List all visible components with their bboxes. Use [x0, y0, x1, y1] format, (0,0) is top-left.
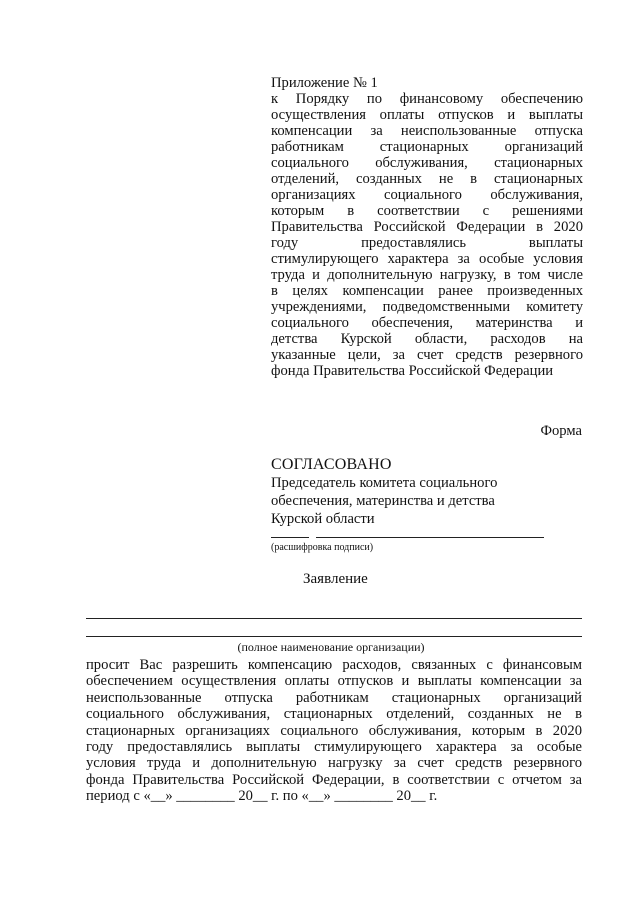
annex-line: году предоставлялись выплаты: [271, 235, 583, 251]
annex-line: Приложение № 1: [271, 75, 378, 91]
approval-title: СОГЛАСОВАНО: [271, 456, 392, 473]
signature-name-line[interactable]: [316, 537, 544, 538]
statement-body: [86, 657, 582, 805]
statement-title: Заявление: [303, 571, 368, 587]
statement-line: просит Вас разрешить компенсацию расходов, связанных с финансовым: [86, 657, 582, 673]
annex-line: в целях компенсации ранее произведенных: [271, 283, 583, 299]
annex-line: труда и дополнительную нагрузку, в том числе: [271, 267, 583, 283]
signature-line[interactable]: [271, 537, 309, 538]
statement-line: социального обслуживания, стационарных отделений, созданных не в: [86, 706, 582, 723]
approval-block: [271, 456, 601, 528]
annex-line: учреждениями, подведомственными комитету: [271, 299, 583, 315]
annex-line: отделений, созданных не в стационарных: [271, 171, 583, 187]
annex-line: работникам стационарных организаций: [271, 139, 583, 155]
annex-line: которым в соответствии с решениями: [271, 203, 583, 219]
statement-line: период с «__» ________ 20__ г. по «__» ________ 20__ г.: [86, 788, 438, 805]
org-name-caption: [0, 640, 640, 655]
annex-line: фонда Правительства Российской Федерации: [271, 363, 554, 379]
org-name-line[interactable]: [86, 618, 582, 619]
approval-line: обеспечения, материнства и детства: [271, 493, 495, 509]
statement-line: стационарных организациях социального обслуживания, которым в 2020: [86, 722, 582, 739]
statement-line: условия труда и дополнительную нагрузку за счет средств резервного: [86, 755, 582, 772]
approval-line: Председатель комитета социального: [271, 475, 498, 491]
annex-line: указанные цели, за счет средств резервного: [271, 347, 583, 363]
annex-heading: [271, 75, 583, 379]
annex-line: социального обеспечения, материнства и: [271, 315, 583, 331]
annex-line: детства Курской области, расходов на: [271, 331, 583, 347]
annex-line: осуществления оплаты отпусков и выплаты: [271, 107, 583, 123]
signature-caption: (расшифровка подписи): [271, 542, 374, 553]
annex-line: к Порядку по финансовому обеспечению: [271, 91, 583, 107]
statement-line: году предоставлялись выплаты стимулирующего характера за особые: [86, 739, 582, 756]
annex-line: организациях социального обслуживания,: [271, 187, 583, 203]
annex-line: стимулирующего характера за особые условия: [271, 251, 583, 267]
annex-line: компенсации за неиспользованные отпуска: [271, 123, 583, 139]
annex-line: социального обслуживания, стационарных: [271, 155, 583, 171]
org-name-line[interactable]: [86, 636, 582, 637]
statement-line: фонда Правительства Российской Федерации, в соответствии с отчетом за: [86, 771, 582, 788]
form-label: Форма: [540, 423, 582, 439]
org-name-caption-text: (полное наименование организации): [237, 640, 425, 654]
statement-line: обеспечением осуществления оплаты отпусков и выплаты компенсации за: [86, 673, 582, 690]
annex-line: Правительства Российской Федерации в 2020: [271, 219, 583, 235]
approval-line: Курской области: [271, 511, 375, 527]
statement-line: неиспользованные отпуска работникам стационарных организаций: [86, 689, 582, 706]
